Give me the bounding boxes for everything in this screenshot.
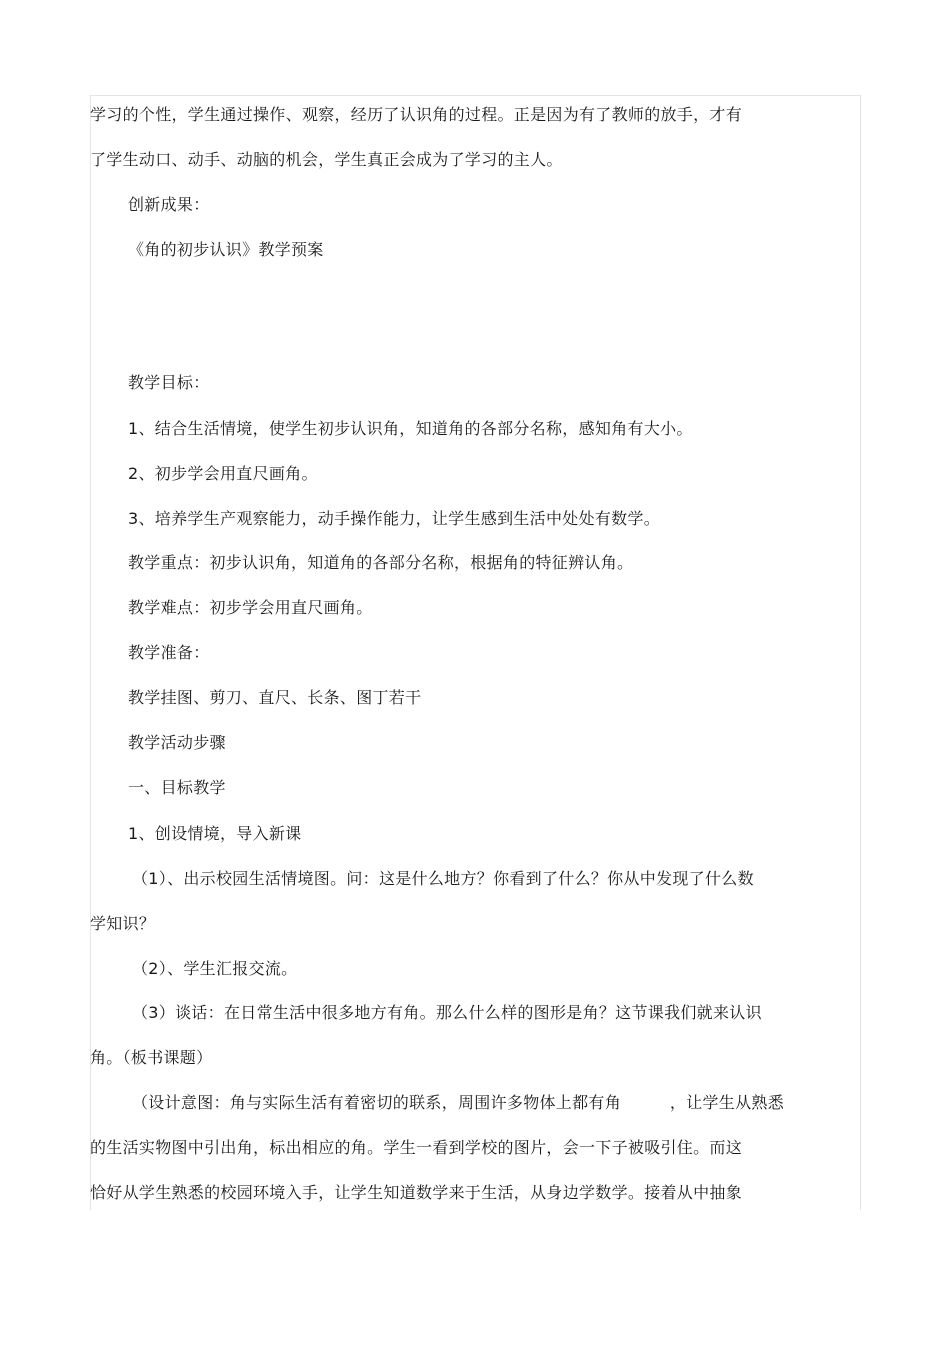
section-heading: 教学活动步骤 (128, 733, 226, 752)
paragraph-line: 教学难点：初步学会用直尺画角。 (128, 598, 373, 617)
paragraph-line: （2）、学生汇报交流。 (132, 959, 298, 978)
list-item: 2、初步学会用直尺画角。 (128, 464, 318, 483)
paragraph-line: 的生活实物图中引出角，标出相应的角。学生一看到学校的图片，会一下子被吸引住。而这 (90, 1138, 743, 1157)
list-item: 1、结合生活情境，使学生初步认识角，知道角的各部分名称，感知角有大小。 (128, 419, 693, 438)
paragraph-line: （1）、出示校园生活情境图。问：这是什么地方？你看到了什么？你从中发现了什么数 (132, 869, 754, 888)
paragraph-line: 了学生动口、动手、动脑的机会，学生真正会成为了学习的主人。 (90, 150, 563, 169)
list-item: 1、创设情境，导入新课 (128, 824, 302, 843)
paragraph-line: 恰好从学生熟悉的校园环境入手，让学生知道数学来于生活，从身边学数学。接着从中抽象 (90, 1183, 743, 1202)
paragraph-line: （3）谈话：在日常生活中很多地方有角。那么什么样的图形是角？这节课我们就来认识 (132, 1003, 762, 1022)
list-item: 3、培养学生产观察能力，动手操作能力，让学生感到生活中处处有数学。 (128, 509, 661, 528)
section-heading: 教学准备： (128, 643, 210, 662)
section-heading: 创新成果： (128, 195, 210, 214)
paragraph-line: （设计意图：角与实际生活有着密切的联系，周围许多物体上都有角 ，让学生从熟悉 (132, 1093, 785, 1112)
paragraph-line: 学习的个性，学生通过操作、观察，经历了认识角的过程。正是因为有了教师的放手，才有 (90, 105, 743, 124)
paragraph-line: 角。（板书课题） (90, 1048, 213, 1067)
document-title: 《角的初步认识》教学预案 (128, 240, 324, 259)
section-heading: 一、目标教学 (128, 778, 226, 797)
paragraph-line: 学知识？ (90, 914, 156, 933)
section-heading: 教学目标： (128, 373, 210, 392)
paragraph-line: 教学挂图、剪刀、直尺、长条、图丁若干 (128, 688, 422, 707)
paragraph-line: 教学重点：初步认识角，知道角的各部分名称，根据角的特征辨认角。 (128, 553, 634, 572)
